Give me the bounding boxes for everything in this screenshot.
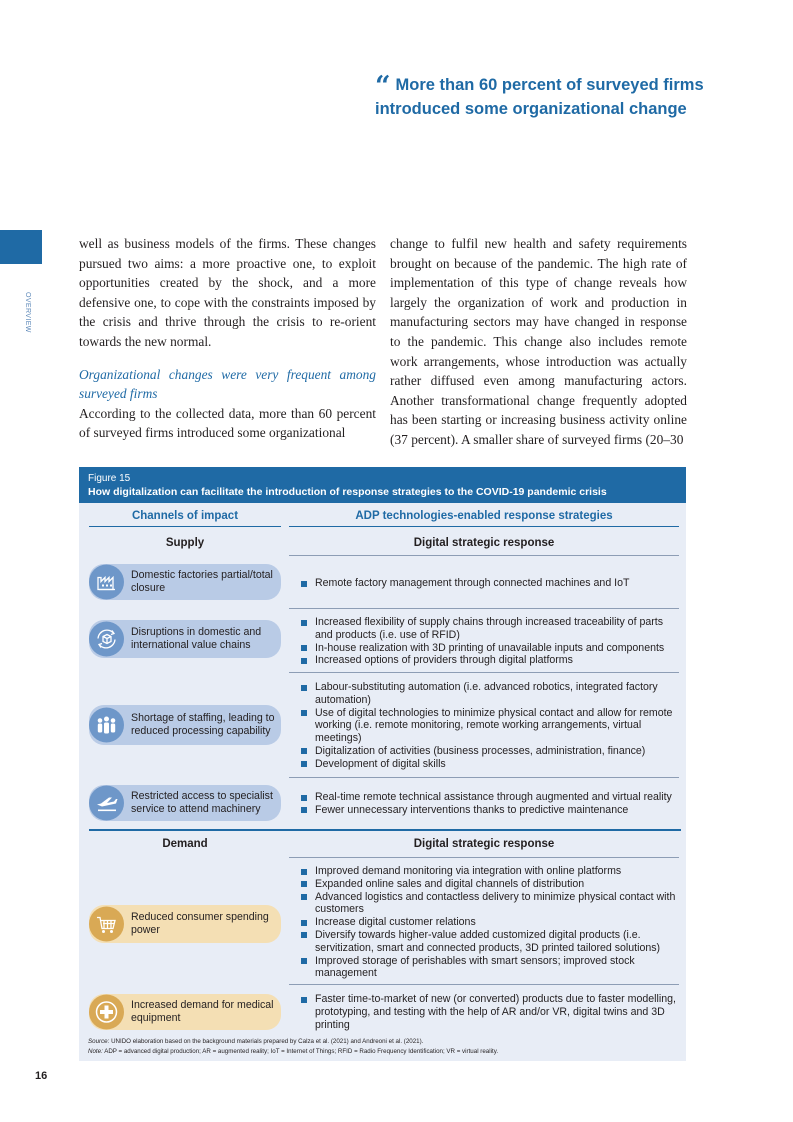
quote-mark-icon: “ xyxy=(375,71,391,102)
list-item: Use of digital technologies to minimize physical contact and allow for remote working (i.e. remote monitoring, remote working arrangements, virtual meetings) xyxy=(301,707,681,745)
note-text: ADP = advanced digital production; AR = augmented reality; IoT = Internet of Things; RFID = Radio Frequency Identification; VR = virtual reality. xyxy=(104,1047,499,1055)
response-list xyxy=(301,616,681,667)
source-text: UNIDO elaboration based on the background materials prepared by Calza et al. (2021) and Andreoni et al. (2021). xyxy=(111,1038,424,1045)
source-label: Source: xyxy=(88,1038,110,1045)
response-list xyxy=(301,577,681,590)
divider xyxy=(289,984,679,985)
note-label: Note: xyxy=(88,1047,103,1055)
channel-label: Shortage of staffing, leading to reduced processing capability xyxy=(131,712,275,737)
medical-cross-icon xyxy=(89,995,124,1030)
airplane-icon xyxy=(89,786,124,821)
cart-icon xyxy=(89,907,124,942)
people-icon xyxy=(89,708,124,743)
channel-specialist-access xyxy=(89,785,281,821)
demand-response-header: Digital strategic response xyxy=(413,838,555,850)
divider xyxy=(289,672,679,673)
factory-icon xyxy=(89,565,124,600)
demand-header: Demand xyxy=(162,838,208,850)
supply-response-header: Digital strategic response xyxy=(413,537,555,549)
list-item: Development of digital skills xyxy=(301,758,681,771)
list-item: Labour-substituting automation (i.e. advanced robotics, integrated factory automation) xyxy=(301,681,681,707)
channel-value-chain-disruption xyxy=(89,620,281,658)
channel-label: Reduced consumer spending power xyxy=(131,911,269,936)
response-list xyxy=(301,993,681,1031)
channel-factory-closure xyxy=(89,564,281,600)
list-item: Increased options of providers through digital platforms xyxy=(301,654,681,667)
channel-medical-demand xyxy=(89,994,281,1030)
list-item: Faster time-to-market of new (or converted) products due to faster modelling, prototyping, and testing with the help of AR and/or VR, digital twins and 3D printing xyxy=(301,993,681,1031)
figure-header xyxy=(79,467,686,503)
response-list xyxy=(301,791,681,817)
section-label: OVERVIEW xyxy=(24,292,31,333)
page-number: 16 xyxy=(35,1070,48,1082)
section-tab xyxy=(0,230,42,264)
list-item: Real-time remote technical assistance through augmented and virtual reality xyxy=(301,791,681,804)
list-item: Improved demand monitoring via integration with online platforms xyxy=(301,865,681,878)
section-divider xyxy=(89,829,681,831)
figure-15 xyxy=(79,467,686,1061)
pull-quote-text: More than 60 percent of surveyed firms introduced some organizational change xyxy=(375,76,704,118)
cycle-box-icon xyxy=(89,622,124,657)
channel-staff-shortage xyxy=(89,705,281,745)
response-list xyxy=(301,681,681,771)
strategies-column-header: ADP technologies-enabled response strategies xyxy=(289,510,679,527)
abbreviation-note xyxy=(88,1047,498,1057)
list-item: Remote factory management through connected machines and IoT xyxy=(301,577,681,590)
channel-label: Disruptions in domestic and international value chains xyxy=(131,626,262,651)
list-item: Expanded online sales and digital channels of distribution xyxy=(301,878,681,891)
divider xyxy=(289,857,679,858)
list-item: Fewer unnecessary interventions thanks to predictive maintenance xyxy=(301,804,681,817)
response-list xyxy=(301,865,681,980)
figure-title: How digitalization can facilitate the introduction of response strategies to the COVID-19 pandemic crisis xyxy=(88,486,607,498)
channel-reduced-spending xyxy=(89,905,281,943)
list-item: Increase digital customer relations xyxy=(301,916,681,929)
list-item: Improved storage of perishables with smart sensors; improved stock management xyxy=(301,955,681,981)
list-item: Digitalization of activities (business processes, administration, finance) xyxy=(301,745,681,758)
body-column-right xyxy=(390,234,687,450)
list-item: In-house realization with 3D printing of unavailable inputs and components xyxy=(301,642,681,655)
body-paragraph: According to the collected data, more than 60 percent of surveyed firms introduced some organizational xyxy=(79,405,376,441)
divider xyxy=(289,555,679,556)
source-note xyxy=(88,1037,498,1047)
body-column-left xyxy=(79,234,376,443)
channel-label: Restricted access to specialist service to attend machinery xyxy=(131,790,273,815)
divider xyxy=(289,777,679,778)
divider xyxy=(289,608,679,609)
list-item: Diversify towards higher-value added customized digital products (i.e. servitization, smart and connected products, 3D printed tailored solutions) xyxy=(301,929,681,955)
figure-footnotes xyxy=(88,1037,498,1056)
supply-header: Supply xyxy=(165,537,205,549)
list-item: Increased flexibility of supply chains through increased traceability of parts and products (i.e. use of RFID) xyxy=(301,616,681,642)
body-paragraph: change to fulfil new health and safety requirements brought on because of the pandemic. The high rate of implementation of this type of change reveals how largely the organization of work and production in manufacturing sectors may have changed in response to the pandemic. This change also includes remote work arrangements, whose introduction was actually rather diffused even among manufacturing actors. Another transformational change frequently adopted has been starting or increasing business activity online (37 percent). A smaller share of surveyed firms (20–30 xyxy=(390,236,687,447)
figure-number: Figure 15 xyxy=(88,473,131,484)
list-item: Advanced logistics and contactless delivery to minimize physical contact with customers xyxy=(301,891,681,917)
body-paragraph: well as business models of the firms. These changes pursued two aims: a more proactive one, to exploit opportunities created by the shock, and a more defensive one, to cope with the constraints imposed by the crisis and thrive through the crisis to re-orient towards the new normal. xyxy=(79,236,376,349)
channel-label: Increased demand for medical equipment xyxy=(131,999,274,1024)
channel-label: Domestic factories partial/total closure xyxy=(131,569,273,594)
channels-column-header: Channels of impact xyxy=(89,510,281,527)
pull-quote xyxy=(375,71,705,121)
section-subheading: Organizational changes were very frequent among surveyed firms xyxy=(79,366,376,402)
